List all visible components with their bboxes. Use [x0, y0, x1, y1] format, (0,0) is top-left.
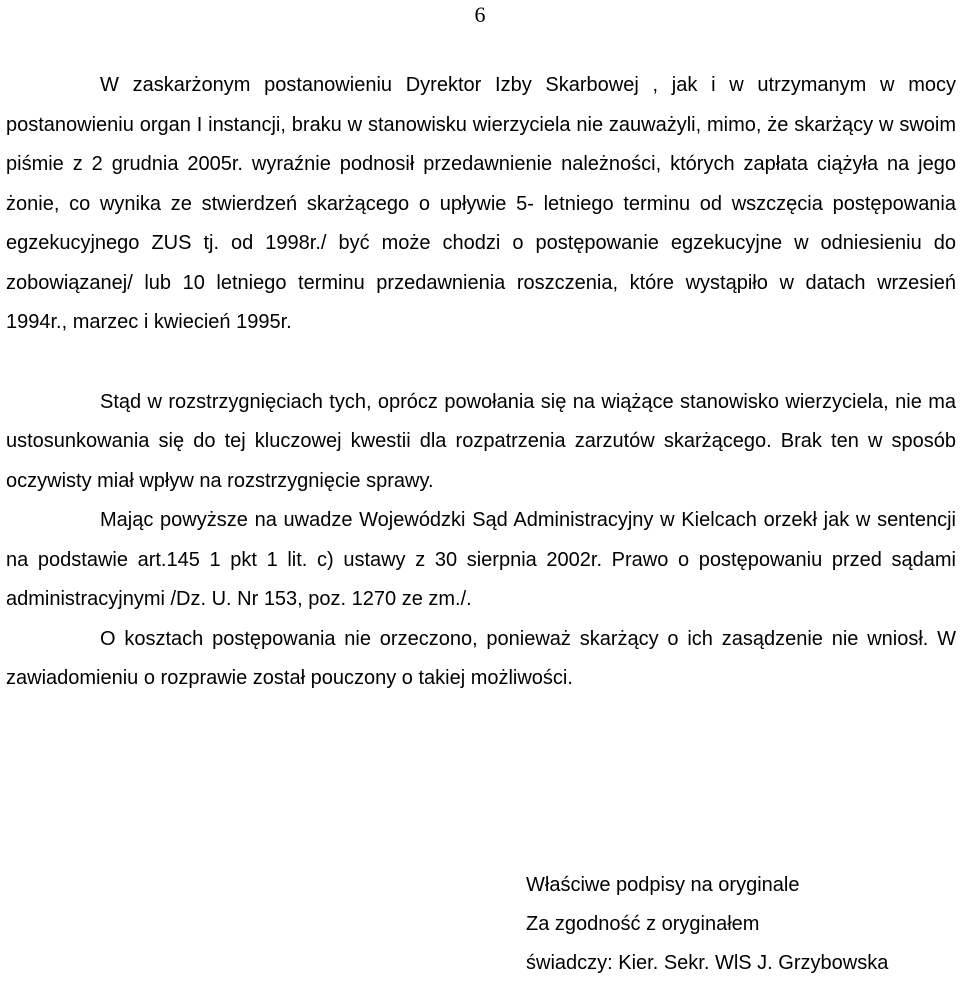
paragraph-2: Stąd w rozstrzygnięciach tych, oprócz powołania się na wiążące stanowisko wierzyciela, nie ma ustosunkowania się do tej kluczowej kwestii dla rozpatrzenia zarzutów skarżącego. Brak ten w sposób oczywisty miał wpływ na rozstrzygnięcie sprawy. [6, 390, 956, 492]
document-body [6, 66, 956, 699]
paragraph-4: O kosztach postępowania nie orzeczono, ponieważ skarżący o ich zasądzenie nie wniosł. W zawiadomieniu o rozprawie został pouczony o takiej możliwości. [6, 627, 956, 689]
signature-line-1: Właściwe podpisy na oryginale [526, 874, 800, 896]
page-number: 6 [474, 2, 486, 27]
signature-line-3: świadczy: Kier. Sekr. WlS J. Grzybowska [526, 952, 889, 974]
paragraph-gap [6, 343, 956, 383]
paragraph-1: W zaskarżonym postanowieniu Dyrektor Izby Skarbowej , jak i w utrzymanym w mocy postanowieniu organ I instancji, braku w stanowisku wierzyciela nie zauważyli, mimo, że skarżący w swoim piśmie z 2 grudnia 2005r. wyraźnie podnosił przedawnienie należności, których zapłata ciążyła na jego żonie, co wynika ze stwierdzeń skarżącego o upływie 5- letniego terminu od wszczęcia postępowania egzekucyjnego ZUS tj. od 1998r./ być może chodzi o postępowanie egzekucyjne w odniesieniu do zobowiązanej/ lub 10 letniego terminu przedawnienia roszczenia, które wystąpiło w datach wrzesień 1994r., marzec i kwiecień 1995r. [6, 74, 956, 333]
signature-block [526, 866, 888, 983]
signature-line-2: Za zgodność z oryginałem [526, 913, 760, 935]
paragraph-3: Mając powyższe na uwadze Wojewódzki Sąd Administracyjny w Kielcach orzekł jak w sentencji na podstawie art.145 1 pkt 1 lit. c) ustawy z 30 sierpnia 2002r. Prawo o postępowaniu przed sądami administracyjnymi /Dz. U. Nr 153, poz. 1270 ze zm./. [6, 509, 956, 610]
